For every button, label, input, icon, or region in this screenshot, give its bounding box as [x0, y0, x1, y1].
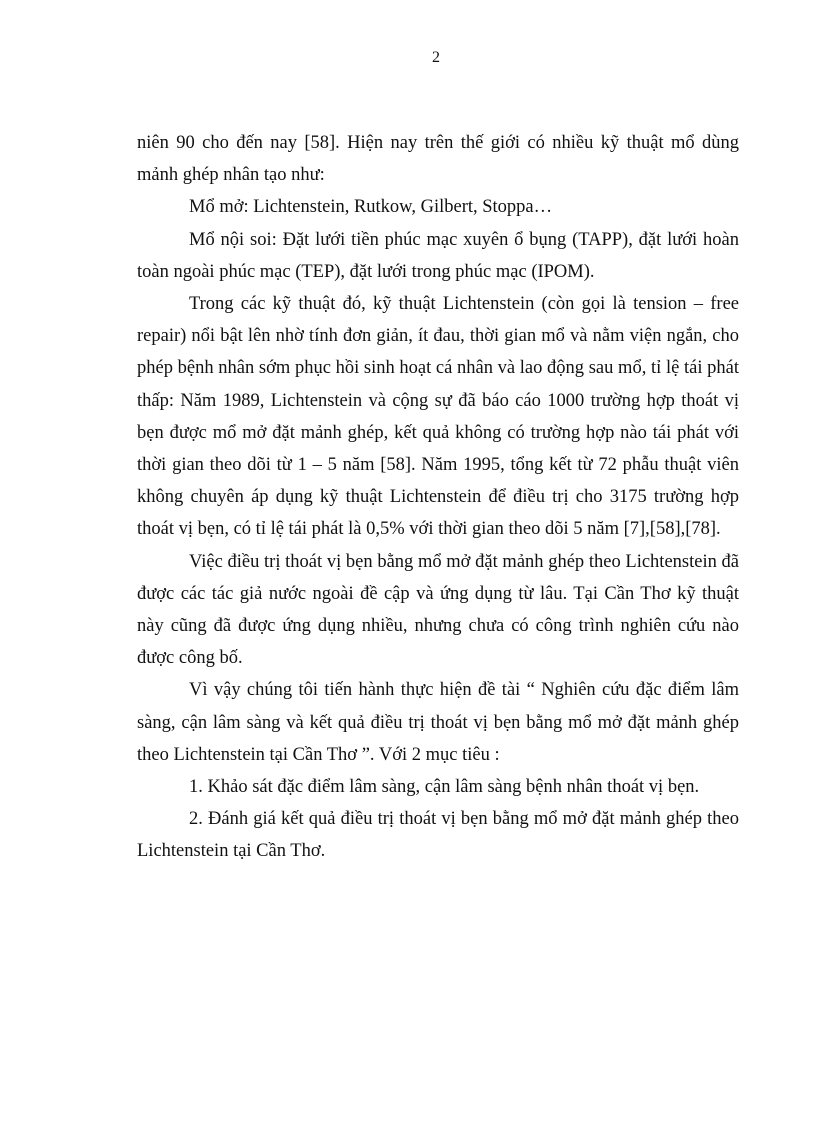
page-number: 2: [432, 49, 440, 66]
paragraph-continuation: niên 90 cho đến nay [58]. Hiện nay trên thế giới có nhiều kỹ thuật mổ dùng mảnh ghép nhân tạo như:: [137, 133, 739, 186]
paragraph-laparoscopic: Mổ nội soi: Đặt lưới tiền phúc mạc xuyên ổ bụng (TAPP), đặt lưới hoàn toàn ngoài phúc mạc (TEP), đặt lưới trong phúc mạc (IPOM).: [137, 229, 739, 282]
objective-2: 2. Đánh giá kết quả điều trị thoát vị bẹn bằng mổ mở đặt mảnh ghép theo Lichtenstein tại Cần Thơ.: [137, 809, 739, 862]
objective-1: 1. Khảo sát đặc điểm lâm sàng, cận lâm sàng bệnh nhân thoát vị bẹn.: [189, 777, 700, 798]
paragraph-lichtenstein-technique: Trong các kỹ thuật đó, kỹ thuật Lichtenstein (còn gọi là tension – free repair) nổi bật lên nhờ tính đơn giản, ít đau, thời gian mổ và nằm viện ngắn, cho phép bệnh nhân sớm phục hồi sinh hoạt cá nhân và lao động sau mổ, tỉ lệ tái phát thấp: Năm 1989, Lichtenstein và cộng sự đã báo cáo 1000 trường hợp thoát vị bẹn được mổ mở đặt mảnh ghép, kết quả không có trường hợp nào tái phát với thời gian theo dõi từ 1 – 5 năm [58]. Năm 1995, tổng kết từ 72 phẫu thuật viên không chuyên áp dụng kỹ thuật Lichtenstein để điều trị cho 3175 trường hợp thoát vị bẹn, có tỉ lệ tái phát là 0,5% với thời gian theo dõi 5 năm [7],[58],[78].: [137, 294, 739, 540]
paragraph-open-surgery: Mổ mở: Lichtenstein, Rutkow, Gilbert, Stoppa…: [189, 197, 553, 218]
paragraph-can-tho-context: Việc điều trị thoát vị bẹn bằng mổ mở đặt mảnh ghép theo Lichtenstein đã được các tác giả nước ngoài đề cập và ứng dụng từ lâu. Tại Cần Thơ kỹ thuật này cũng đã được ứng dụng nhiều, nhưng chưa có công trình nghiên cứu nào được công bố.: [137, 551, 739, 669]
document-body: [137, 127, 739, 868]
paragraph-study-title: Vì vậy chúng tôi tiến hành thực hiện đề tài “ Nghiên cứu đặc điểm lâm sàng, cận lâm sàng và kết quả điều trị thoát vị bẹn bằng mổ mở đặt mảnh ghép theo Lichtenstein tại Cần Thơ ”. Với 2 mục tiêu :: [137, 680, 739, 765]
